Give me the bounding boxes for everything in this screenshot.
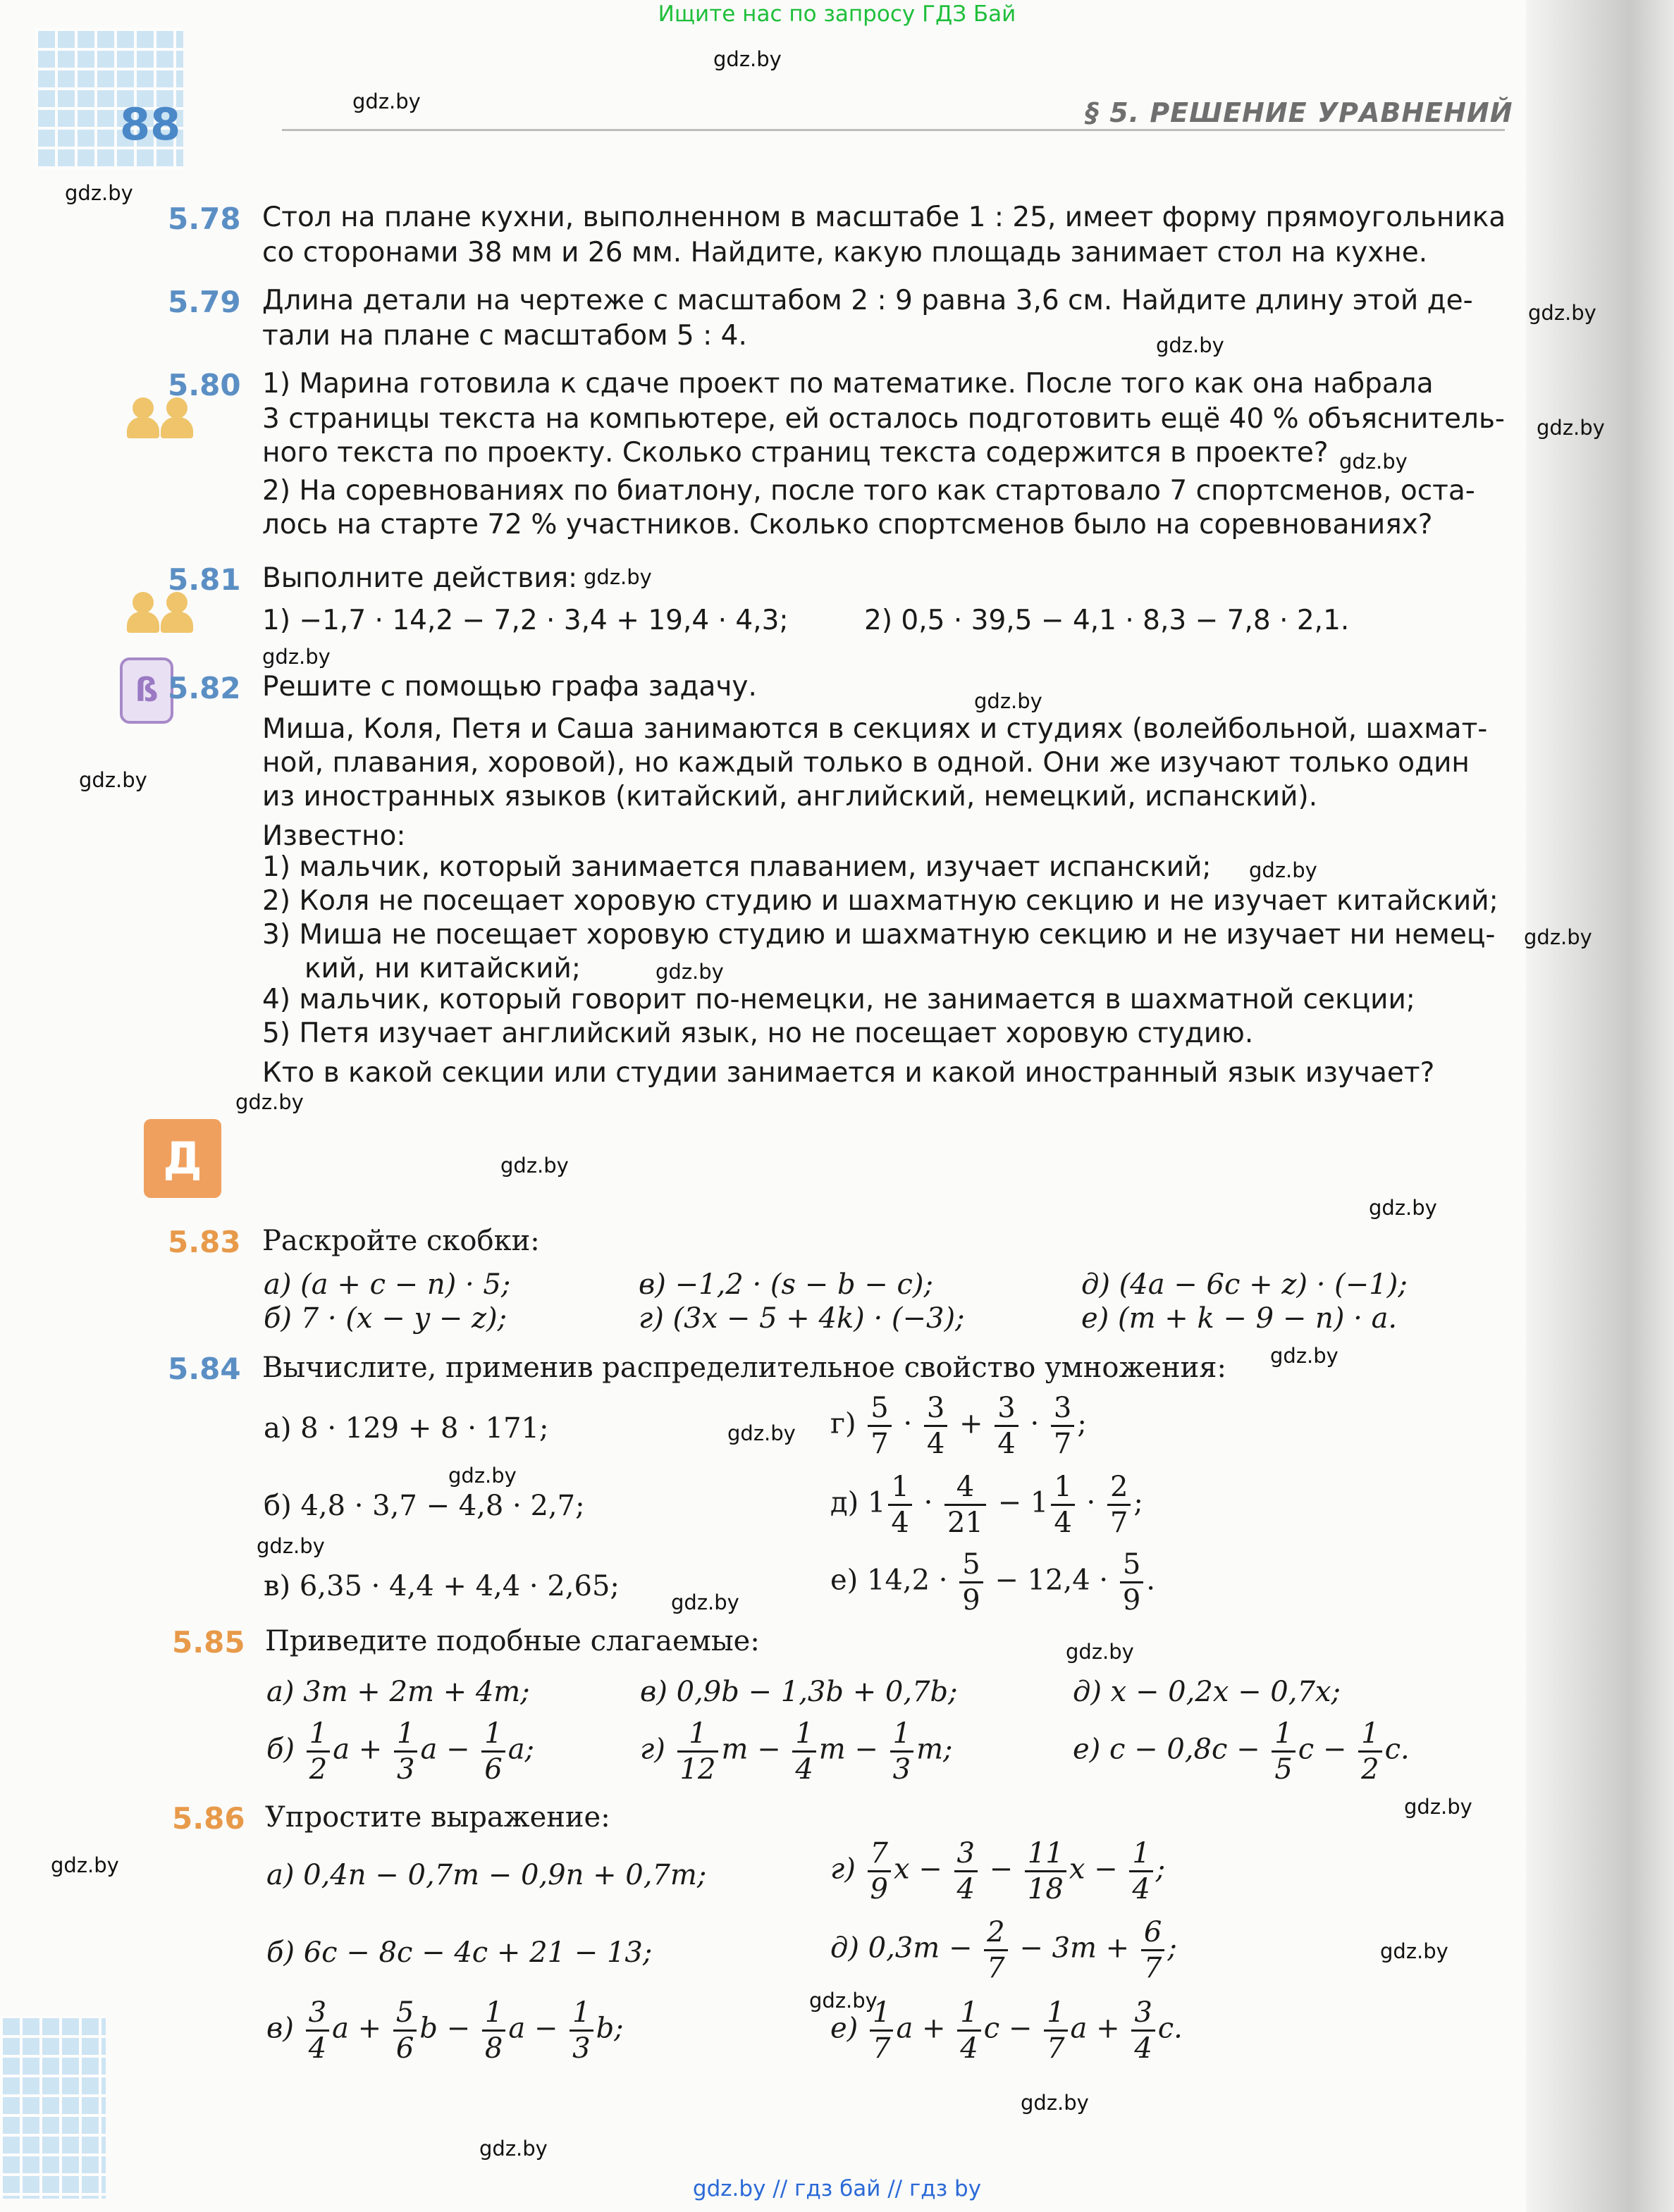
exercise-part: в) 0,9b − 1,3b + 0,7b; bbox=[640, 1676, 958, 1708]
exercise-part: а) 0,4n − 0,7m − 0,9n + 0,7m; bbox=[266, 1859, 707, 1891]
pair-work-icon bbox=[127, 591, 196, 634]
exercise-text: Стол на плане кухни, выполненном в масштабе 1 : 25, имеет форму прямоугольника bbox=[262, 202, 1506, 233]
watermark: gdz.by bbox=[448, 1464, 517, 1488]
question: Кто в какой секции или студии занимается и какой иностранный язык изучает? bbox=[262, 1057, 1435, 1089]
exercise-text: Известно: bbox=[262, 820, 406, 852]
exercise-text: тали на плане с масштабом 5 : 4. bbox=[262, 320, 747, 352]
page-number: 88 bbox=[120, 99, 181, 150]
watermark: gdz.by bbox=[500, 1154, 569, 1178]
top-search-note[interactable]: Ищите нас по запросу ГДЗ Бай bbox=[658, 1, 1016, 27]
exercise-part: 2) 0,5 · 39,5 − 4,1 · 8,3 − 7,8 · 2,1. bbox=[864, 605, 1350, 636]
watermark: gdz.by bbox=[713, 47, 782, 71]
exercise-text: Раскройте скобки: bbox=[262, 1225, 540, 1257]
exercise-text: из иностранных языков (китайский, английский, немецкий, испанский). bbox=[262, 781, 1318, 812]
condition: 2) Коля не посещает хоровую студию и шахматную секцию и не изучает китайский; bbox=[262, 885, 1498, 917]
exercise-text: Выполните действия: bbox=[262, 562, 578, 594]
watermark: gdz.by bbox=[262, 645, 331, 669]
exercise-part-fraction: д) 0,3m − $\frac{2}{7}$ − 3m + $\frac{6}{7}$ ; bbox=[830, 1916, 1177, 1984]
watermark: gdz.by bbox=[656, 960, 724, 984]
exercise-part-fraction: г) $\frac{1}{12}$ m − $\frac{1}{4}$ m − $\frac{1}{3}$ m; bbox=[640, 1717, 953, 1786]
page-fold-shadow bbox=[1526, 0, 1674, 2212]
decor-grid-bottom bbox=[0, 2015, 106, 2199]
exercise-text: 3 страницы текста на компьютере, ей осталось подготовить ещё 40 % объяснитель- bbox=[262, 403, 1505, 435]
watermark: gdz.by bbox=[51, 1853, 119, 1877]
exercise-text: ного текста по проекту. Сколько страниц текста содержится в проекте? bbox=[262, 437, 1329, 469]
link-gdz-bai[interactable]: гдз бай bbox=[794, 2176, 881, 2201]
condition: 4) мальчик, который говорит по-немецки, не занимается в шахматной секции; bbox=[262, 984, 1415, 1015]
link-gdz-by[interactable]: gdz.by bbox=[692, 2176, 766, 2201]
separator: // bbox=[887, 2176, 903, 2201]
homework-puzzle-icon: Д bbox=[144, 1119, 221, 1198]
exercise-part: б) 7 · (x − y − z); bbox=[264, 1302, 507, 1335]
exercise-part-fraction: б) $\frac{1}{2}$ a + $\frac{1}{3}$ a − $\frac{1}{6}$ a; bbox=[266, 1717, 535, 1786]
watermark: gdz.by bbox=[974, 689, 1042, 713]
exercise-text: Решите с помощью графа задачу. bbox=[262, 671, 757, 703]
watermark: gdz.by bbox=[1249, 858, 1317, 882]
exercise-text: Длина детали на чертеже с масштабом 2 : 9 равна 3,6 см. Найдите длину этой де- bbox=[262, 285, 1473, 316]
watermark: gdz.by bbox=[479, 2137, 548, 2161]
condition: 5) Петя изучает английский язык, но не посещает хоровую студию. bbox=[262, 1018, 1254, 1049]
exercise-text: ной, плавания, хоровой), но каждый только в одной. Они же изучают только один bbox=[262, 747, 1470, 779]
exercise-part-fraction: г) $\frac{7}{9}$ x − $\frac{3}{4}$ − $\frac{11}{18}$ x − $\frac{1}{4}$ ; bbox=[830, 1837, 1166, 1905]
watermark: gdz.by bbox=[352, 89, 421, 113]
exercise-part: в) −1,2 · (s − b − c); bbox=[639, 1268, 933, 1301]
watermark: gdz.by bbox=[79, 768, 147, 792]
exercise-text: лось на старте 72 % участников. Сколько спортсменов было на соревнованиях? bbox=[262, 509, 1433, 540]
exercise-number: 5.81 bbox=[168, 562, 241, 597]
watermark: gdz.by bbox=[727, 1421, 796, 1445]
exercise-part: б) 4,8 · 3,7 − 4,8 · 2,7; bbox=[264, 1490, 585, 1522]
exercise-number: 5.80 bbox=[168, 368, 241, 402]
pair-work-icon bbox=[127, 396, 196, 440]
exercise-number: 5.84 bbox=[168, 1352, 241, 1386]
exercise-text: Упростите выражение: bbox=[265, 1801, 610, 1834]
exercise-part: б) 6c − 8c − 4c + 21 − 13; bbox=[266, 1936, 653, 1969]
exercise-text: Вычислите, применив распределительное свойство умножения: bbox=[262, 1352, 1226, 1384]
exercise-number: 5.83 bbox=[168, 1225, 241, 1259]
exercise-part-fraction: е) 14,2 · $\frac{5}{9}$ − 12,4 · $\frac{5}{9}$ . bbox=[830, 1548, 1155, 1617]
watermark: gdz.by bbox=[1528, 301, 1596, 325]
exercise-part: г) (3x − 5 + 4k) · (−3); bbox=[639, 1302, 965, 1335]
header-rule bbox=[282, 129, 1505, 131]
watermark: gdz.by bbox=[1369, 1196, 1437, 1220]
watermark: gdz.by bbox=[671, 1590, 739, 1614]
exercise-number: 5.78 bbox=[168, 202, 241, 236]
exercise-part: а) (a + c − n) · 5; bbox=[264, 1268, 511, 1301]
creative-task-badge: ß bbox=[120, 657, 173, 724]
exercise-text: со сторонами 38 мм и 26 мм. Найдите, какую площадь занимает стол на кухне. bbox=[262, 237, 1428, 268]
exercise-part-fraction: д) 1 $\frac{1}{4}$ · $\frac{4}{21}$ − 1 $\frac{1}{4}$ · $\frac{2}{7}$ ; bbox=[830, 1471, 1143, 1539]
exercise-part-fraction: г) $\frac{5}{7}$ · $\frac{3}{4}$ + $\frac{3}{4}$ · $\frac{3}{7}$ ; bbox=[830, 1392, 1087, 1460]
exercise-text: 1) Марина готовила к сдаче проект по математике. После того как она набрала bbox=[262, 368, 1434, 400]
watermark: gdz.by bbox=[1021, 2091, 1089, 2115]
condition: кий, ни китайский; bbox=[304, 953, 581, 984]
exercise-part: в) 6,35 · 4,4 + 4,4 · 2,65; bbox=[264, 1570, 620, 1602]
condition: 1) мальчик, который занимается плаванием, изучает испанский; bbox=[262, 851, 1212, 883]
exercise-text: Миша, Коля, Петя и Саша занимаются в секциях и студиях (волейбольной, шахмат- bbox=[262, 713, 1488, 745]
exercise-part: а) 3m + 2m + 4m; bbox=[266, 1676, 530, 1708]
link-gdz-by-2[interactable]: гдз by bbox=[909, 2176, 982, 2201]
condition: 3) Миша не посещает хоровую студию и шахматную секцию и не изучает ни немец- bbox=[262, 919, 1496, 951]
exercise-part: д) x − 0,2x − 0,7x; bbox=[1073, 1676, 1341, 1708]
watermark: gdz.by bbox=[1537, 416, 1605, 440]
watermark: gdz.by bbox=[1339, 450, 1408, 474]
exercise-number: 5.79 bbox=[168, 285, 241, 319]
exercise-number: 5.85 bbox=[172, 1625, 245, 1660]
watermark: gdz.by bbox=[809, 1989, 878, 2013]
watermark: gdz.by bbox=[235, 1090, 304, 1114]
watermark: gdz.by bbox=[1156, 333, 1224, 357]
exercise-part: 1) −1,7 · 14,2 − 7,2 · 3,4 + 19,4 · 4,3; bbox=[262, 605, 789, 636]
exercise-number: 5.82 bbox=[168, 671, 241, 705]
watermark: gdz.by bbox=[584, 565, 652, 589]
watermark: gdz.by bbox=[1524, 925, 1592, 949]
section-title: § 5. РЕШЕНИЕ УРАВНЕНИЙ bbox=[1085, 97, 1513, 128]
watermark: gdz.by bbox=[1404, 1795, 1472, 1819]
exercise-part: а) 8 · 129 + 8 · 171; bbox=[264, 1412, 549, 1445]
exercise-part: д) (4a − 6c + z) · (−1); bbox=[1081, 1268, 1408, 1301]
watermark: gdz.by bbox=[1270, 1344, 1338, 1368]
exercise-part: е) (m + k − 9 − n) · a. bbox=[1081, 1302, 1398, 1335]
exercise-part-fraction: в) $\frac{3}{4}$ a + $\frac{5}{6}$ b − $\frac{1}{8}$ a − $\frac{1}{3}$ b; bbox=[266, 1996, 624, 2065]
watermark: gdz.by bbox=[65, 181, 133, 205]
separator: // bbox=[773, 2176, 788, 2201]
exercise-number: 5.86 bbox=[172, 1801, 245, 1836]
exercise-part-fraction: е) c − 0,8c − $\frac{1}{5}$ c − $\frac{1}{2}$ c. bbox=[1073, 1717, 1410, 1786]
exercise-text: Приведите подобные слагаемые: bbox=[265, 1625, 760, 1657]
bottom-links bbox=[0, 2176, 1674, 2201]
watermark: gdz.by bbox=[257, 1534, 325, 1558]
watermark: gdz.by bbox=[1380, 1939, 1448, 1963]
watermark: gdz.by bbox=[1066, 1640, 1134, 1664]
exercise-part-fraction: е) $\frac{1}{7}$ a + $\frac{1}{4}$ c − $\frac{1}{7}$ a + $\frac{3}{4}$ c. bbox=[830, 1996, 1183, 2065]
exercise-text: 2) На соревнованиях по биатлону, после того как стартовало 7 спортсменов, оста- bbox=[262, 475, 1475, 507]
